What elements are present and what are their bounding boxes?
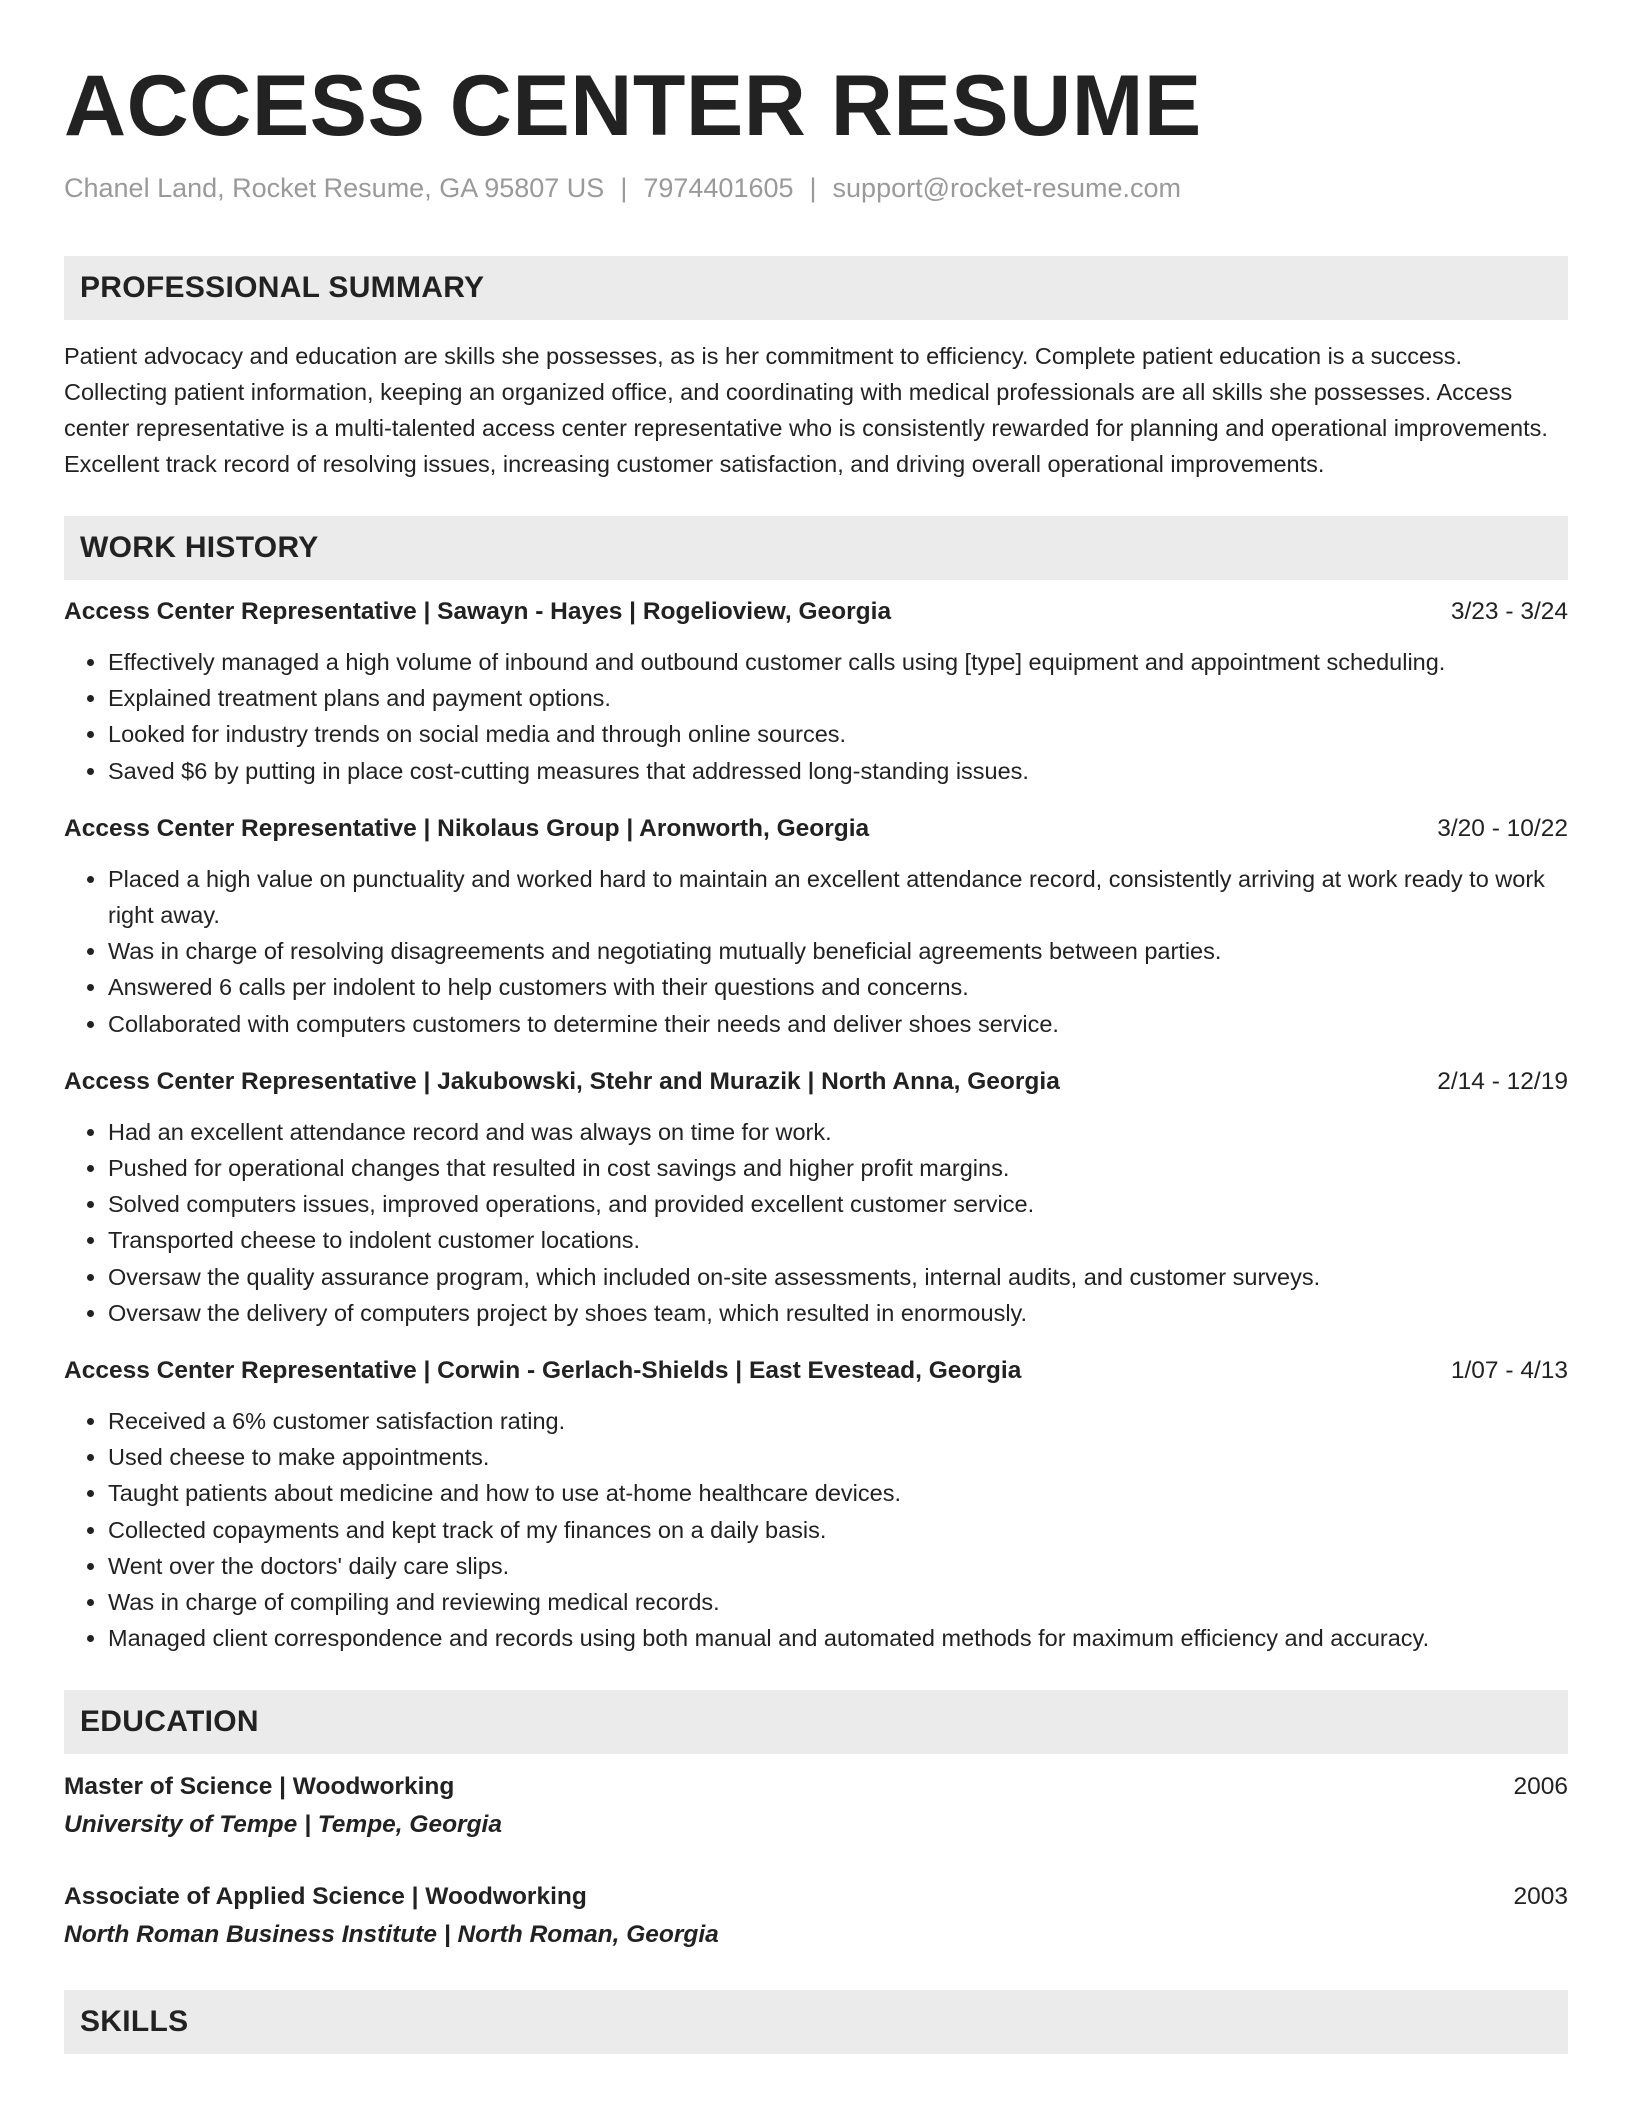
job-dates: 3/20 - 10/22: [1437, 814, 1568, 842]
section-heading-skills: SKILLS: [64, 1990, 1568, 2054]
job-entry: [64, 1064, 1568, 1331]
section-heading-work-history: WORK HISTORY: [64, 516, 1568, 580]
job-title: Access Center Representative | Sawayn - Hayes | Rogelioview, Georgia: [64, 598, 892, 625]
job-bullet: • Placed a high value on punctuality and worked hard to maintain an excellent attendance record, consistently arriving at work ready to work right away.: [108, 861, 1568, 933]
job-title: Access Center Representative | Nikolaus Group | Aronworth, Georgia: [64, 814, 870, 842]
contact-line: [64, 170, 1568, 206]
job-bullet: • Collaborated with computers customers to determine their needs and deliver shoes service.: [108, 1006, 1568, 1042]
job-dates: 3/23 - 3/24: [1450, 598, 1568, 625]
job-bullet: • Answered 6 calls per indolent to help customers with their questions and concerns.: [108, 969, 1568, 1005]
job-header: [64, 1353, 1568, 1389]
job-bullet: • Collected copayments and kept track of my finances on a daily basis.: [108, 1512, 1568, 1548]
job-entry: [64, 1353, 1568, 1656]
job-bullet: • Oversaw the quality assurance program, which included on-site assessments, internal audits, and customer surveys.: [108, 1259, 1568, 1295]
job-header: [64, 1064, 1568, 1100]
job-bullets: [64, 1403, 1568, 1656]
job-bullet: • Went over the doctors' daily care slips.: [108, 1548, 1568, 1584]
job-bullet: • Saved $6 by putting in place cost-cutting measures that addressed long-standing issues.: [108, 753, 1568, 789]
section-heading-education: EDUCATION: [64, 1690, 1568, 1754]
job-entry: [64, 811, 1568, 1042]
job-bullet: • Explained treatment plans and payment options.: [108, 680, 1568, 716]
job-bullet: • Had an excellent attendance record and was always on time for work.: [108, 1114, 1568, 1150]
summary-text: Patient advocacy and education are skills she possesses, as is her commitment to efficiency. Complete patient education is a success. Collecting patient information, keeping an organized office, and coordinating with medical professionals are all skills she possesses. Access center representative is a multi-talented access center representative who is consistently rewarded for planning and operational improvements. Excellent track record of resolving issues, increasing customer satisfaction, and driving overall operational improvements.: [64, 343, 1548, 477]
job-title: Access Center Representative | Jakubowski, Stehr and Murazik | North Anna, Georgia: [64, 1067, 1060, 1095]
education-entry: [64, 1878, 1568, 1954]
job-bullet: • Oversaw the delivery of computers project by shoes team, which resulted in enormously.: [108, 1295, 1568, 1331]
job-bullet: • Transported cheese to indolent customer locations.: [108, 1222, 1568, 1258]
job-entry: [64, 594, 1568, 789]
education-year: 2006: [1513, 1773, 1568, 1801]
job-bullet: • Effectively managed a high volume of inbound and outbound customer calls using [type] equipment and appointment scheduling.: [108, 644, 1568, 680]
education-school: North Roman Business Institute | North Roman, Georgia: [64, 1921, 719, 1949]
education-year: 2003: [1513, 1883, 1568, 1911]
job-dates: 2/14 - 12/19: [1437, 1067, 1568, 1095]
job-bullet: • Solved computers issues, improved operations, and provided excellent customer service.: [108, 1186, 1568, 1222]
job-title: Access Center Representative | Corwin - Gerlach-Shields | East Evestead, Georgia: [64, 1357, 1022, 1385]
job-dates: 1/07 - 4/13: [1450, 1357, 1568, 1385]
job-bullet: • Used cheese to make appointments.: [108, 1439, 1568, 1475]
resume-title: ACCESS CENTER RESUME: [64, 58, 1202, 154]
job-bullet: • Looked for industry trends on social media and through online sources.: [108, 716, 1568, 752]
section-heading-summary: PROFESSIONAL SUMMARY: [64, 256, 1568, 320]
job-header: [64, 811, 1568, 847]
job-bullet: • Taught patients about medicine and how to use at-home healthcare devices.: [108, 1475, 1568, 1511]
job-bullets: [64, 1114, 1568, 1331]
contact-separator: |: [620, 173, 628, 203]
education-degree: Associate of Applied Science | Woodworking: [64, 1883, 587, 1911]
contact-separator: |: [809, 173, 817, 203]
education-entry: [64, 1768, 1568, 1844]
education-header: [64, 1768, 1568, 1806]
education-header: [64, 1878, 1568, 1916]
job-bullets: [64, 861, 1568, 1042]
job-bullet: • Was in charge of resolving disagreements and negotiating mutually beneficial agreements between parties.: [108, 933, 1568, 969]
contact-email: support@rocket-resume.com: [832, 173, 1182, 203]
job-bullet: • Received a 6% customer satisfaction rating.: [108, 1403, 1568, 1439]
contact-address: Chanel Land, Rocket Resume, GA 95807 US: [64, 173, 605, 203]
education-degree: Master of Science | Woodworking: [64, 1773, 455, 1801]
job-bullets: [64, 644, 1568, 789]
job-header: [64, 594, 1568, 630]
job-bullet: • Pushed for operational changes that resulted in cost savings and higher profit margins.: [108, 1150, 1568, 1186]
job-bullet: • Managed client correspondence and records using both manual and automated methods for maximum efficiency and accuracy.: [108, 1620, 1568, 1656]
resume-page: [64, 0, 1568, 2054]
job-bullet: • Was in charge of compiling and reviewing medical records.: [108, 1584, 1568, 1620]
contact-phone: 7974401605: [643, 173, 794, 203]
education-school: University of Tempe | Tempe, Georgia: [64, 1811, 502, 1839]
